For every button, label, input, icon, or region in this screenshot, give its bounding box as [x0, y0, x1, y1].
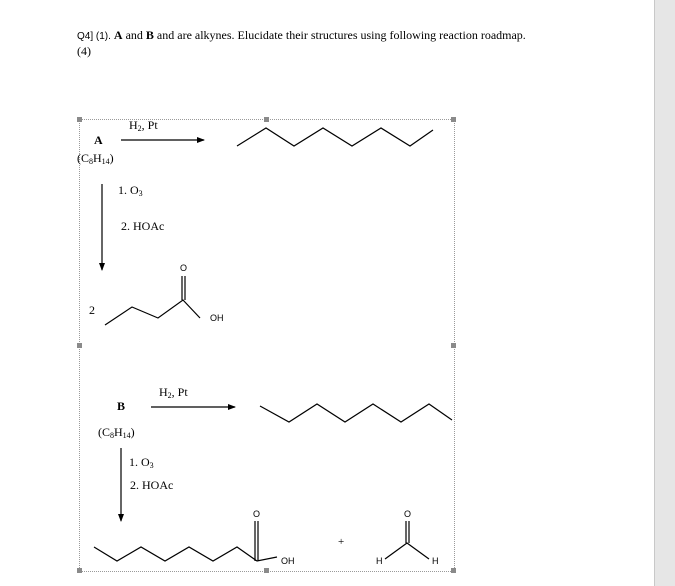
reagent-hoac-b: 2. HOAc [130, 478, 174, 492]
oxygen-label-b: O [253, 509, 261, 519]
formula-b: $(C_8H_{14})$ [98, 425, 135, 440]
product-coefficient: 2 [89, 303, 95, 317]
compound-a-ref: A [113, 28, 123, 42]
oh-label-a: OH [210, 313, 224, 323]
reagent-hoac-a: 2. HOAc [121, 219, 165, 233]
formula-a: $(C_8H_{14})$ [77, 151, 114, 166]
right-scroll-sidebar[interactable] [654, 0, 675, 586]
heptanoic-acid-skeleton [94, 547, 277, 561]
compound-b-label: B [117, 399, 126, 413]
h-label-left: H [376, 556, 383, 566]
plus-sign: + [338, 536, 345, 548]
formaldehyde-skeleton [385, 543, 429, 559]
compound-a-label: A [94, 133, 103, 147]
oxygen-label-formaldehyde: O [404, 509, 412, 519]
octane-skeleton-b [260, 404, 452, 422]
question-text: Q4] (1). A and B and are alkynes. Elucidate their structures using following reaction roadmap. [77, 28, 526, 42]
octane-skeleton [237, 128, 433, 146]
oxygen-label-a: O [180, 263, 188, 273]
reagent-ozone-a: 1. $O_3$ [118, 183, 143, 198]
butanoic-acid-skeleton [105, 300, 200, 325]
question-number: Q4] (1). [77, 31, 111, 42]
reagent-h2-pt-a: $H_2$, Pt [129, 118, 158, 133]
compound-b-ref: B [145, 28, 154, 42]
reagent-ozone-b: 1. $O_3$ [129, 455, 154, 470]
reagent-h2-pt-b: $H_2$, Pt [159, 385, 188, 400]
h-label-right: H [432, 556, 439, 566]
question-marks: (4) [77, 44, 91, 58]
oh-label-b: OH [281, 556, 295, 566]
